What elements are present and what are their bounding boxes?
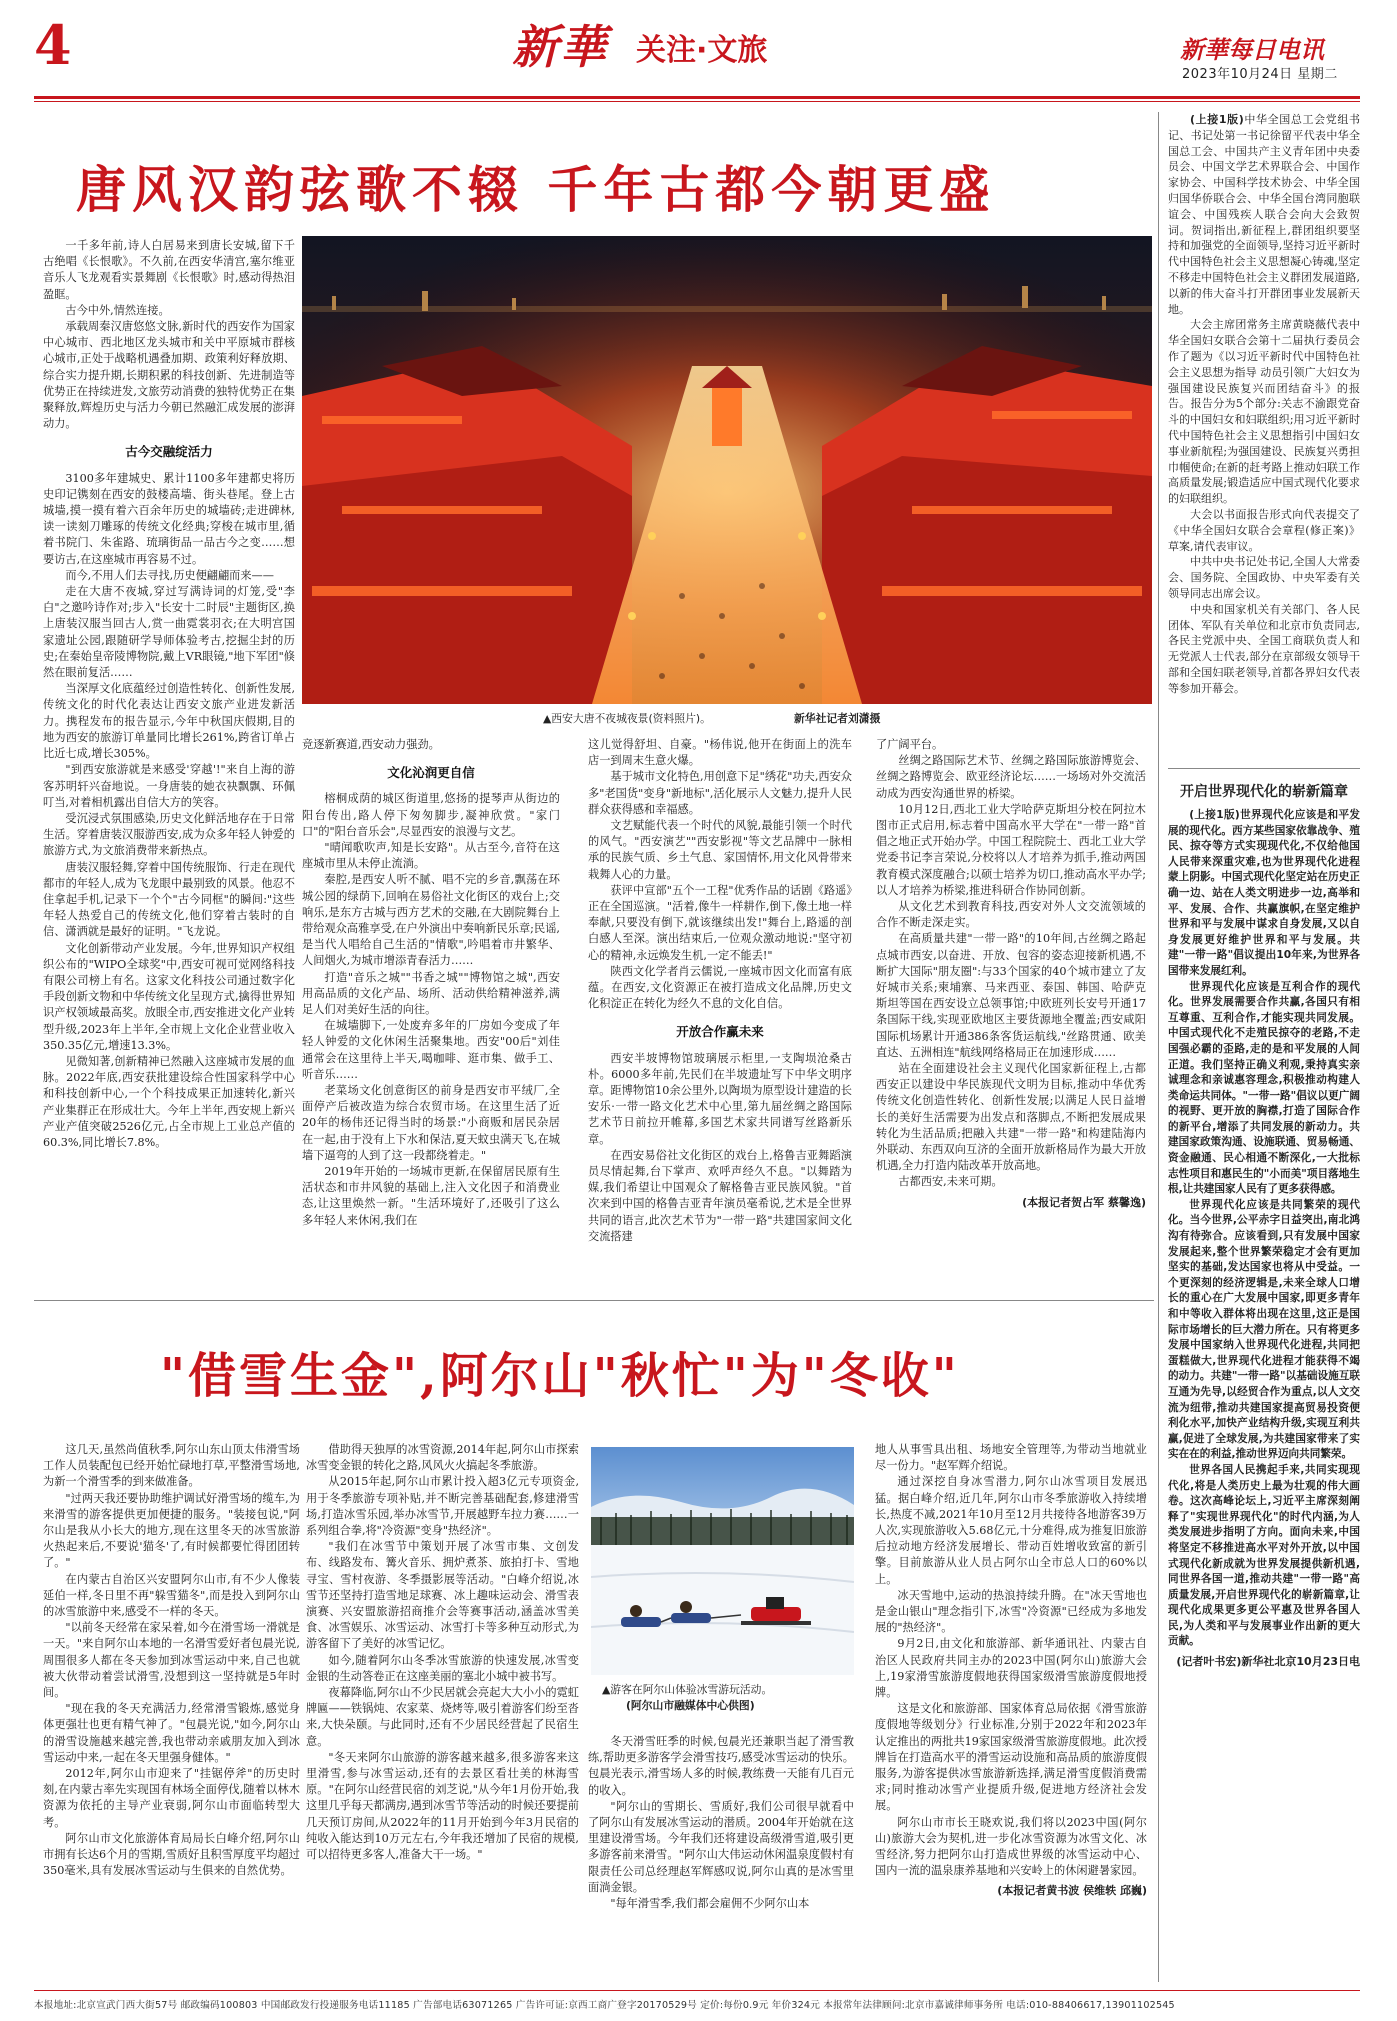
paragraph: 受沉浸式氛围感染,历史文化鲜活地存在于日常生活。穿着唐装汉服游西安,成为众多年轻人钟爱的旅游方式,为文旅消费带来新热点。 — [43, 811, 295, 858]
subhead: 开放合作赢未来 — [676, 1024, 764, 1040]
paragraph: 榕桐成荫的城区街道里,悠扬的提琴声从街边的阳台传出,路人停下匆匆脚步,凝神欣赏。"家门口"的"阳台音乐会",尽显西安的浪漫与文艺。 — [302, 792, 560, 838]
headline-article-2: "借雪生金",阿尔山"秋忙"为"冬收" — [160, 1348, 960, 1404]
paragraph: 这是文化和旅游部、国家体育总局依据《滑雪旅游度假地等级划分》行业标准,分别于2022年和2023年认定推出的两批共19家国家级滑雪旅游度假地。此次授牌旨在打造高水平的滑雪运动设施和高品质的旅游度假服务,为游客提供冰雪旅游新选择,满足滑雪度假消费需求;同时推动冰雪产业提质升级,促进地方经济社会发展。 — [875, 1702, 1147, 1813]
article2-column-3 — [588, 1734, 854, 1982]
paragraph: 见微知著,创新精神已然融入这座城市发展的血脉。2022年底,西安获批建设综合性国家科学中心和科技创新中心,一个个科技成果正加速转化,新兴产业集群正在形成壮大。今年上半年,西安规上新兴产业产值突破2526亿元,占全市规上工业总产值的60.3%,同比增长7.8%。 — [43, 1054, 295, 1149]
paragraph: 这几天,虽然尚值秋季,阿尔山东山顶太伟滑雪场工作人员装配包已经开始忙碌地打草,平整滑雪场地,为新一个滑雪季的到来做准备。 — [43, 1443, 300, 1489]
paragraph: 阿尔山市文化旅游体育局局长白峰介绍,阿尔山市拥有长达6个月的雪期,雪质好且积雪厚度平均超过350毫米,具有发展冰雪运动与生俱来的自然优势。 — [43, 1831, 300, 1878]
paragraph: 3100多年建城史、累计1100多年建都史将历史印记镌刻在西安的鼓楼高墙、街头巷尾。登上古城墙,摸一摸有着六百余年历史的城墙砖;走进碑林,读一读刻刀雕琢的传统文化经典;穿梭在城市里,循着书院门、朱雀路、琉璃街品一品古今之变……想要访古,在这座城市再容易不过。 — [43, 471, 295, 566]
paragraph: 夜幕降临,阿尔山不少民居就会亮起大大小小的霓虹牌匾——铁锅炖、农家菜、烧烤等,吸引着游客们纷至沓来,大快朵颐。与此同时,还有不少居民经营起了民宿生意。 — [306, 1686, 579, 1748]
article1-column-2 — [302, 737, 560, 1297]
paragraph: 世界现代化应该是共同繁荣的现代化。当今世界,公平赤字日益突出,南北鸿沟有待弥合。应该看到,只有发展中国家发展起来,整个世界繁荣稳定才会有更加坚实的基础,发达国家也将从中受益。一个更深刻的经济逻辑是,未来全球人口增长的重心在广大发展中国家,即更多青年和中等收入群体将出现在这里,这正是国际市场增长的巨大潜力所在。只有将更多发展中国家纳入世界现代化进程,共同把蛋糕做大,世界现代化进程才能获得不竭的动力。共建"一带一路"以基础设施互联互通为先导,以经贸合作为重点,以人文交流为纽带,推动共建国家提高贸易投资便利化水平,加快产业结构升级,实现互利共赢,促进了全球发展,为共建国家带来了实实在在的利益,推动世界迈向共同繁荣。 — [1168, 1198, 1360, 1461]
paragraph — [1168, 112, 1360, 317]
photo-caption-snow: ▲游客在阿尔山体验冰雪游玩活动。 — [602, 1683, 773, 1696]
paragraph: 在内蒙古自治区兴安盟阿尔山市,有不少人像装延伯一样,冬日里不再"躲雪猫冬",而是投入到阿尔山的冰雪旅游中来,感受不一样的冬天。 — [43, 1572, 300, 1619]
sidebar-byline: (记者叶书宏)新华社北京10月23日电 — [1176, 1655, 1360, 1669]
paragraph: 丝绸之路国际艺术节、丝绸之路国际旅游博览会、丝绸之路博览会、欧亚经济论坛……一场场对外交流活动成为西安沟通世界的桥梁。 — [876, 754, 1146, 800]
paragraph: 唐装汉服轻舞,穿着中国传统服饰、行走在现代都市的年轻人,成为飞龙眼中最别致的风景。他忍不住拿起手机,记录下一个个"古今同框"的瞬间:"这些年轻人热爱自己的传统文化,他们穿着古装时的自信、潇洒就是最好的证明。"飞龙说。 — [43, 860, 295, 939]
article2-column-2 — [306, 1442, 579, 1982]
sidebar-commentary — [1168, 808, 1360, 1974]
paragraph: "阿尔山的雪期长、雪质好,我们公司很早就看中了阿尔山有发展冰雪运动的潜质。2004年开始就在这里建设滑雪场。今年我们还将建设高级滑雪道,吸引更多游客前来滑雪。"阿尔山大伟运动休闲温泉度假村有限责任公司总经理赵军辉感叹说,阿尔山真的是冰雪里面淌金银。 — [588, 1799, 854, 1894]
photo-caption-xian: ▲西安大唐不夜城夜景(资料照片)。 — [543, 712, 711, 725]
paragraph: 世界各国人民携起手来,共同实现现代化,将是人类历史上最为壮观的伟大画卷。这次高峰论坛上,习近平主席深刻阐释了"实现世界现代化"的时代内涵,为人类发展进步指明了方向。面向未来,中国将坚定不移推进高水平对外开放,以中国式现代化新成就为世界发展提供新机遇,同世界各国一道,推动共建"一带一路"高质量发展,开启世界现代化的崭新篇章,让现代化成果更多更公平惠及世界各国人民,为人类和平与发展事业作出新的更大贡献。 — [1168, 1463, 1360, 1648]
sidebar-article-title: 开启世界现代化的崭新篇章 — [1180, 784, 1348, 800]
subhead: 古今交融绽活力 — [125, 444, 213, 460]
paragraph: 秦腔,是西安人听不腻、唱不完的乡音,飘荡在环城公园的绿荫下,回响在易俗社文化街区的戏台上;交响乐,是东方古城与西方艺术的交融,在大剧院舞台上带给观众高雅享受,在户外演出中奏响新民乐章;民谣,是当代人唱给自己生活的"情歌",吟唱着市井繁华、人间烟火,为城市增添青春活力…… — [302, 873, 560, 968]
paragraph: 基于城市文化特色,用创意下足"绣花"功夫,西安众多"老国货"变身"新地标",活化展示人文魅力,提升人民群众获得感和幸福感。 — [588, 770, 852, 816]
paragraph: 大会主席团常务主席黄晓薇代表中华全国妇女联合会第十二届执行委员会作了题为《以习近平新时代中国特色社会主义思想为指导 动员引领广大妇女为强国建设民族复兴而团结奋斗》的报告。报告分为5个部分:关志不渝跟党奋斗的中国妇女和妇联组织;用习近平新时代中国特色社会主义思想指引中国妇女事业新航程;为强国建设、民族复兴勇担巾帼使命;在新的赶考路上推动妇联工作高质量发展;锻造适应中国式现代化要求的妇联组织。 — [1168, 318, 1360, 506]
continued-tag: (上接1版) — [1190, 113, 1244, 126]
paragraph: "以前冬天经常在家呆着,如今在滑雪场一滑就是一天。"来自阿尔山本地的一名滑雪爱好者包晨光说,周围很多人都在冬天参加到冰雪运动中来,自己也就被大伙带动着尝试滑雪,没想到这一坚持就是5年时间。 — [43, 1621, 300, 1700]
paragraph: 从2015年起,阿尔山市累计投入超3亿元专项资金,用于冬季旅游专项补贴,并不断完善基础配套,修建滑雪场,打造冰雪乐园,举办冰雪节,开展越野车拉力赛……一系列组合拳,将"冷资源"变身"热经济"。 — [306, 1475, 579, 1538]
paragraph: 这儿觉得舒坦、自豪。"杨伟说,他开在街面上的洗车店一到周末生意火爆。 — [588, 738, 852, 768]
paragraph: "现在我的冬天充满活力,经常滑雪锻炼,感觉身体更强壮也更有精气神了。"包晨光说,"如今,阿尔山的滑雪设施越来越完善,我也带动亲戚朋友加入到冰雪运动中来,一起在冬天里强身健体。" — [43, 1702, 300, 1764]
paragraph: 借助得天独厚的冰雪资源,2014年起,阿尔山市探索冰雪变金银的转化之路,风风火火搞起冬季旅游。 — [306, 1443, 579, 1473]
section-divider — [34, 1300, 1154, 1301]
paragraph — [1168, 808, 1360, 980]
paragraph: 地人从事雪具出租、场地安全管理等,为带动当地就业尽一份力。"赵军辉介绍说。 — [875, 1443, 1147, 1473]
paragraph: 冰天雪地中,运动的热浪持续升腾。在"冰天雪地也是金山银山"理念指引下,冰雪"冷资源"已经成为多地发展的"热经济"。 — [875, 1588, 1147, 1635]
paragraph: 古都西安,未来可期。 — [898, 1175, 1003, 1189]
paragraph: 从文化艺术到教育科技,西安对外人文交流领域的合作不断走深走实。 — [876, 900, 1146, 930]
article1-column-4 — [876, 737, 1146, 1297]
masthead-section: 关注·文旅 — [636, 33, 768, 68]
paragraph: 10月12日,西北工业大学哈萨克斯坦分校在阿拉木图市正式启用,标志着中国高水平大学在"一带一路"首倡之地正式开始办学。中国工程院院士、西北工业大学党委书记李言荣说,分校将以人才培养为抓手,推动两国教育模式深度融合;以硕士培养为切口,推动高水平办学;以人才培养为桥梁,推进科研合作协同创新。 — [876, 802, 1146, 897]
paragraph: 获评中宣部"五个一工程"优秀作品的话剧《路遥》正在全国巡演。"活着,像牛一样耕作,倒下,像土地一样奉献,只要没有倒下,就该继续出发!"舞台上,路遥的剖白感人至深。演出结束后,一位观众激动地说:"坚守初心的精神,永远焕发生机,一定不能丢!" — [588, 883, 852, 962]
edition-date: 2023年10月24日 星期二 — [1182, 67, 1338, 82]
paragraph: 9月2日,由文化和旅游部、新华通讯社、内蒙古自治区人民政府共同主办的2023中国(阿尔山)旅游大会上,19家滑雪旅游度假地获得国家级滑雪旅游度假地授牌。 — [875, 1637, 1147, 1700]
article2-column-1 — [43, 1442, 300, 1982]
headline-article-1: 唐风汉韵弦歌不辍 千年古都今朝更盛 — [76, 160, 996, 219]
paragraph: 大会以书面报告形式向代表提交了《中华全国妇女联合会章程(修正案)》草案,请代表审议。 — [1168, 507, 1360, 553]
subhead: 文化沁润更自信 — [387, 765, 475, 781]
paragraph: 冬天滑雪旺季的时候,包晨光还兼职当起了滑雪教练,帮助更多游客学会滑雪技巧,感受冰雪运动的快乐。包晨光表示,滑雪场人多的时候,教练费一天能有几百元的收入。 — [588, 1735, 854, 1797]
masthead-rule-thin — [34, 101, 1360, 102]
page-number: 4 — [34, 13, 72, 77]
paragraph: 在西安易俗社文化街区的戏台上,格鲁吉亚舞蹈演员尽情起舞,台下掌声、欢呼声经久不息。"以舞踏为媒,我们希望让中国观众了解格鲁吉亚民族风貌。"首次来到中国的格鲁吉亚青年演员毫希说,艺术是全世界共同的语言,此次艺术节为"一带一路"共建国家间文化交流搭建 — [588, 1148, 852, 1243]
article1-byline: (本报记者贺占军 蔡馨逸) — [1022, 1195, 1146, 1209]
paragraph: 承载周秦汉唐悠悠文脉,新时代的西安作为国家中心城市、西北地区龙头城市和关中平原城市群核心城市,正处于战略机遇叠加期、政策利好释放期、综合实力提升期,长期积累的科技创新、先进制造等优势正在持续进发,文旅劳动消费的独特优势正在集聚释放,辉煌历史与活力今朝已然融汇成发展的澎湃动力。 — [43, 320, 295, 431]
footer-rule — [34, 1990, 1360, 1991]
paragraph: 中央和国家机关有关部门、各人民团体、军队有关单位和北京市负责同志,各民主党派中央、全国工商联负责人和无党派人士代表,部分在京部级女领导干部和全国妇联老领导,首都各界妇女代表等参加开幕会。 — [1168, 602, 1360, 695]
sidebar-top-article — [1168, 112, 1360, 767]
footer-imprint: 本报地址:北京宣武门西大街57号 邮政编码100803 中国邮政发行投递服务电话11185 广告部电话63071265 广告许可证:京西工商广登字20170529号 定价:每份0.9元 年价324元 本报常年法律顾问:北京市嘉诚律师事务所 电话:010-88406617,13901102545 — [34, 2000, 1175, 2011]
paragraph: 世界现代化应该是互利合作的现代化。世界发展需要合作共赢,各国只有相互尊重、互利合作,才能实现共同发展。中国式现代化不走殖民掠夺的老路,不走国强必霸的歪路,走的是和平发展的人间正道。我们坚持正确义利观,秉持真实亲诚理念和亲诚惠容理念,积极推动构建人类命运共同体。"一带一路"倡议以更广阔的视野、更开放的胸襟,打造了国际合作的新平台,增添了共同发展的新动力。共建国家政策沟通、设施联通、贸易畅通、资金融通、民心相通不断深化,一大批标志性项目和惠民生的"小而美"项目落地生根,让共建国家人民有了更多获得感。 — [1168, 980, 1360, 1196]
photo-xian-night-scene — [302, 236, 1152, 704]
paragraph: 走在大唐不夜城,穿过写满诗词的灯笼,受"李白"之邀吟诗作对;步入"长安十二时辰"主题街区,换上唐装汉服当回古人,赏一曲霓裳羽衣;在大明宫国家遗址公园,跟随研学导师体验考古,挖掘尘封的历史;在秦始皇帝陵博物院,戴上VR眼镜,"地下军团"倏然在眼前复活…… — [43, 585, 295, 680]
paragraph: 当深厚文化底蕴经过创造性转化、创新性发展,传统文化的时代化表达让西安文旅产业进发新活力。携程发布的报告显示,今年中秋国庆假期,目的地为西安的旅游订单量同比增长261%,跨省订单占比近七成,增长305%。 — [43, 682, 295, 761]
paragraph: "过两天我还要协助维护调试好滑雪场的缆车,为来滑雪的游客提供更加便捷的服务。"装接包说,"阿尔山是我从小长大的地方,现在这里冬天的冰雪旅游火热起来后,不要说'猫冬'了,有时候都要忙得团团转了。" — [43, 1491, 300, 1570]
paragraph: "我们在冰雪节中策划开展了冰雪市集、文创发布、线路发布、篝火音乐、拥炉煮茶、旅拍打卡、雪地寻宝、雪村夜游、冬季摄影展等活动。"白峰介绍说,冰雪节还坚持打造雪地足球赛、冰上趣味运动会、滑雪表演赛、兴安盟旅游招商推介会等赛事活动,涵盖冰雪美食、冰雪娱乐、冰雪运动、冰雪打卡等多种互动形式,为游客留下了美好的冰雪记忆。 — [306, 1540, 579, 1651]
masthead-brand: 新華 — [512, 20, 608, 74]
paragraph: "到西安旅游就是来感受'穿越'!"来自上海的游客苏明轩兴奋地说。一身唐装的她衣袂飘飘、环佩叮当,对着相机露出自信大方的笑容。 — [43, 763, 295, 809]
paragraph: 站在全面建设社会主义现代化国家新征程上,古都西安正以建设中华民族现代文明为目标,推动中华优秀传统文化创造性转化、创新性发展;以满足人民日益增长的美好生活需要为出发点和落脚点,不断把发展成果转化为生活品质;把融入共建"一带一路"和构建陆海内外联动、东西双向互济的全面开放新格局作为最大开放机遇,全力打造内陆改革开放高地。 — [876, 1062, 1146, 1173]
article1-column-3 — [588, 737, 852, 1297]
paragraph: 古今中外,情然连接。 — [65, 303, 170, 317]
paragraph: 而今,不用人们去寻找,历史便翩翩而来—— — [65, 568, 274, 582]
masthead-rule — [34, 96, 1360, 99]
photo-credit-xian: 新华社记者刘潇摄 — [794, 712, 881, 725]
paragraph: 在城墙脚下,一处废弃多年的厂房如今变成了年轻人钟爱的文化休闲生活聚集地。西安"00后"刘佳通常会在这里待上半天,喝咖啡、逛市集、做手工、听音乐…… — [302, 1019, 560, 1081]
sidebar-divider — [1168, 768, 1360, 769]
paragraph: 中共中央书记处书记,全国人大常委会、国务院、全国政协、中央军委有关领导同志出席会议。 — [1168, 555, 1360, 600]
edition-brand: 新華每日电讯 — [1180, 35, 1324, 64]
paragraph-text: 世界现代化应该是和平发展的现代化。西方某些国家依靠战争、殖民、掠夺等方式实现现代化,不仅给他国人民带来深重灾难,也为世界现代化进程蒙上阴影。中国式现代化坚定站在历史正确一边、站在人类文明进步一边,高举和平、发展、合作、共赢旗帜,在坚定维护世界和平与发展中谋求自身发展,又以自身发展更好维护世界和平与发展。共建"一带一路"倡议提出10年来,为世界各国带来发展红利。 — [1168, 809, 1360, 977]
paragraph: 陕西文化学者肖云儒说,一座城市因文化而富有底蕴。在西安,文化资源正在被打造成文化品牌,历史文化积淀正在转化为经久不息的文化自信。 — [588, 964, 852, 1011]
paragraph: 了广阔平台。 — [876, 738, 944, 751]
column-divider — [1158, 112, 1159, 1982]
paragraph: 文化创新带动产业发展。今年,世界知识产权组织公布的"WIPO全球奖"中,西安可视可觉网络科技有限公司榜上有名。这家文化科技公司通过数字化手段创新文物和中华传统文化呈现方式,擒得世界知识产权领域最高奖。放眼全市,西安推进文化产业转型升级,2023年上半年,全市规上文化企业营业收入350.35亿元,增速13.3%。 — [43, 941, 295, 1052]
paragraph: 2012年,阿尔山市迎来了"挂锯停斧"的历史时刻,在内蒙古率先实现国有林场全面停伐,随着以林木资源为依托的主导产业衰弱,阿尔山市面临转型大考。 — [43, 1767, 300, 1829]
article1-column-1 — [43, 238, 295, 1290]
paragraph: 竞逐新赛道,西安动力强劲。 — [302, 738, 440, 751]
paragraph: "晴闻歌吹声,知是长安路"。从古至今,音符在这座城市里从未停止流淌。 — [302, 841, 560, 871]
article2-column-4 — [875, 1442, 1147, 1982]
paragraph: 通过深挖自身冰雪潜力,阿尔山冰雪项目发展迅猛。据白峰介绍,近几年,阿尔山市冬季旅游收入持续增长,热度不减,2021年10月至12月共接待各地游客39万人次,实现旅游收入5.68亿元,十分难得,成为推复旧旅游后拉动地方经济发展增长、带动百姓增收致富的新引擎。目前旅游从业人员占阿尔山全市总人口的60%以上。 — [875, 1475, 1147, 1586]
paragraph: 西安半坡博物馆玻璃展示柜里,一支陶埙沧桑古朴。6000多年前,先民们在半坡遗址写下中华文明序章。距博物馆10余公里外,以陶埙为原型设计建造的长安乐·一带一路文化艺术中心里,第九届丝绸之路国际艺术节日前拉开帷幕,多国艺术家共同谱写丝路新乐章。 — [588, 1051, 852, 1146]
continued-tag: (上接1版) — [1189, 809, 1240, 821]
paragraph: 如今,随着阿尔山冬季冰雪旅游的快速发展,冰雪变金银的生动答卷正在这座美丽的塞北小城中被书写。 — [306, 1653, 579, 1683]
paragraph: 打造"音乐之城""书香之城""博物馆之城",西安用高品质的文化产品、场所、活动供给精神滋养,满足人们对美好生活的向往。 — [302, 970, 560, 1017]
paragraph: 文艺赋能代表一个时代的风貌,最能引领一个时代的风气。"西安演艺""西安影视"等文艺品牌中一脉相承的民族气质、乡土气息、家国情怀,用文化风骨带来栽舞人心的力量。 — [588, 819, 852, 881]
paragraph: "每年滑雪季,我们都会雇佣不少阿尔山本 — [610, 1897, 810, 1911]
paragraph: "冬天来阿尔山旅游的游客越来越多,很多游客来这里滑雪,参与冰雪运动,还有的去景区看壮美的林海雪原。"在阿尔山经营民宿的刘芝说,"从今年1月份开始,我这里几乎每天都满房,遇到冰雪节等活动的时候还要提前几天预订房间,从2022年的11月开始到今年3月民宿的纯收入能达到10万元左右,今年我还增加了民宿的规模,可以招待更多客人,准备大干一场。" — [306, 1750, 579, 1862]
paragraph: 2019年开始的一场城市更新,在保留居民原有生活状态和市井风貌的基础上,注入文化因子和消费业态,让这里焕然一新。"生活环境好了,还吸引了这么多年轻人来休闲,我们在 — [302, 1165, 560, 1227]
paragraph-text: 中华全国总工会党组书记、书记处第一书记徐留平代表中华全国总工会、中国共产主义青年团中央委员会、中国文学艺术界联合会、中国作家协会、中国科学技术协会、中华全国归国华侨联合会、中华全国台湾同胞联谊会、中国残疾人联合会向大会致贺词。贺词指出,新征程上,群团组织要坚持和加强党的全面领导,坚持习近平新时代中国特色社会主义思想凝心铸魂,坚定不移走中国特色社会主义群团发展道路,以新的伟大奋斗打开群团事业发展新天地。 — [1168, 113, 1360, 316]
photo-snow-activity — [591, 1447, 854, 1675]
photo-credit-snow: (阿尔山市融媒体中心供图) — [626, 1699, 755, 1712]
paragraph: 在高质量共建"一带一路"的10年间,古丝绸之路起点城市西安,以奋进、开放、包容的姿态迎接新机遇,不断扩大国际"朋友圈":与33个国家的40个城市建立了友好城市关系;柬埔寨、马来西亚、泰国、韩国、哈萨克斯坦等国在西安设立总领事馆;中欧班列长安号开通17条国际干线,实现亚欧地区主要货源地全覆盖;西安咸阳国际机场累计开通386条客货运航线,"丝路贯通、欧美直达、五洲相连"航线网络格局正在加速形成…… — [876, 932, 1146, 1059]
article2-byline: (本报记者黄书波 侯维轶 邱巍) — [997, 1884, 1147, 1898]
paragraph: 一千多年前,诗人白居易来到唐长安城,留下千古绝唱《长恨歌》。不久前,在西安华清宫,塞尔维亚音乐人飞龙观看实景舞剧《长恨歌》时,感动得热泪盈眶。 — [43, 239, 295, 301]
paragraph: 老菜场文化创意街区的前身是西安市平绒厂,全面停产后被改造为综合农贸市场。在这里生活了近20年的杨伟还记得当时的场景:"小商贩和居民杂居在一起,由于没有上下水和保洁,夏天蚊虫满天飞,在城墙下逼弯的人到了这一段都绕着走。" — [302, 1084, 560, 1162]
paragraph: 阿尔山市市长王晓欢说,我们将以2023中国(阿尔山)旅游大会为契机,进一步化冰雪资源为冰雪文化、冰雪经济,努力把阿尔山打造成世界级的冰雪运动中心、国内一流的温泉康养基地和兴安岭上的休闲避暑家园。 — [875, 1815, 1147, 1878]
